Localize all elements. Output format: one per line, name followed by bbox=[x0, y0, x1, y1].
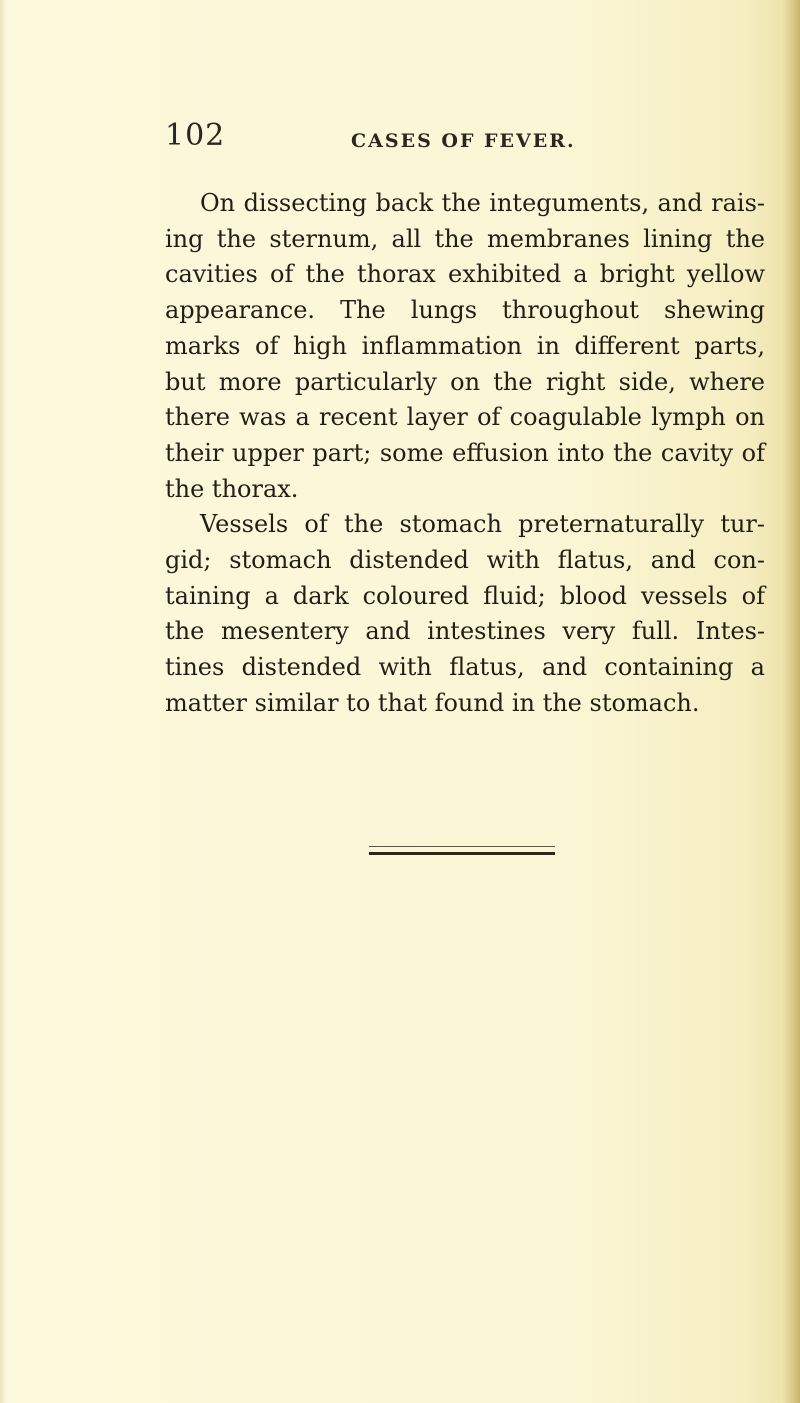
paragraph-dissection: On dissecting back the integuments, and rais- ing the sternum, all the membranes lining the cavities of the thorax exhibited a bright yellow appearance. The lungs throughout shewing marks of high inflammation in different parts, but more particularly on the right side, where there was a recent layer of coagulable lymph on their upper part; some effusion into the cavity of the thorax. bbox=[165, 189, 765, 503]
section-divider-rule bbox=[369, 852, 555, 855]
page-left-edge bbox=[0, 0, 6, 1403]
running-head bbox=[165, 118, 765, 162]
running-title: CASES OF FEVER. bbox=[351, 130, 576, 152]
paragraph-stomach: Vessels of the stomach preternaturally tur- gid; stomach distended with flatus, and con- taining a dark coloured fluid; blood vessels of the mesentery and intestines very full. Intes- tines distended with flatus, and containing a matter similar to that found in the stomach. bbox=[165, 510, 765, 717]
body-text bbox=[165, 186, 765, 722]
page-right-edge-shadow bbox=[782, 0, 800, 1403]
page-number: 102 bbox=[165, 118, 226, 153]
